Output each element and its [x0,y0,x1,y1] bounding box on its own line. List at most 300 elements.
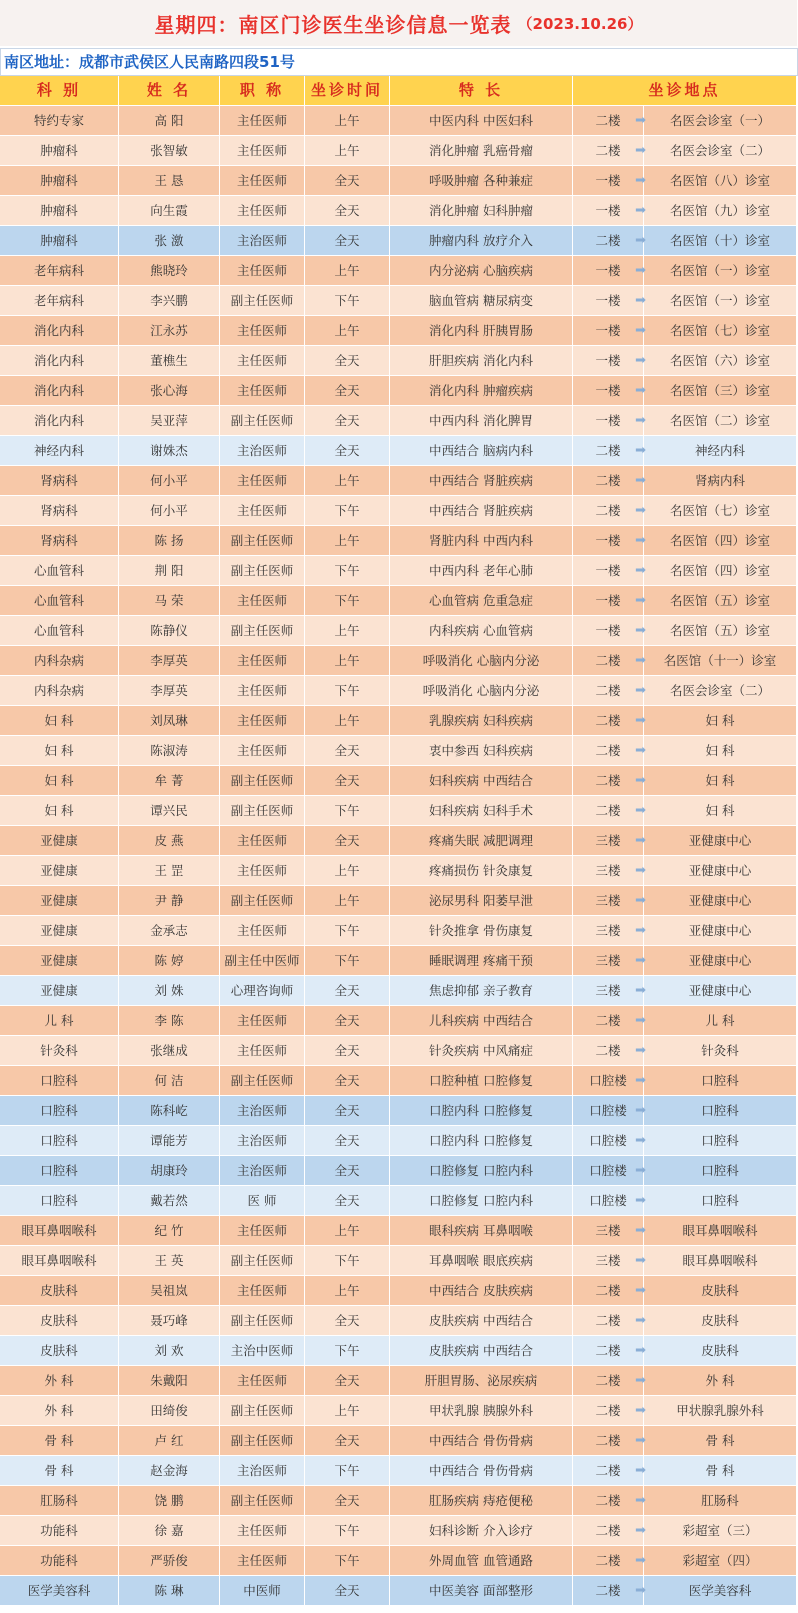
specialty-cell [390,1276,573,1306]
dept-cell-text: 医学美容科 [27,1583,91,1598]
arrow-right-icon: ➡ [635,533,646,548]
room-cell [644,1426,797,1456]
room-cell-text: 亚健康中心 [688,893,752,908]
specialty-cell [390,616,573,646]
floor-cell-text: 二楼 [595,503,621,518]
time-cell-text: 上午 [334,863,360,878]
name-cell-text: 江永苏 [150,323,188,338]
floor-cell [573,946,644,976]
specialty-cell-text: 儿科疾病 中西结合 [429,1013,533,1028]
specialty-cell-text: 乳腺疾病 妇科疾病 [429,713,533,728]
time-cell [305,436,390,466]
floor-cell [573,406,644,436]
specialty-cell [390,1186,573,1216]
dept-cell-text: 皮肤科 [40,1283,78,1298]
dept-cell [0,646,119,676]
name-cell-text: 饶 鹏 [154,1493,184,1508]
time-cell [305,1186,390,1216]
name-cell-text: 张继成 [150,1043,188,1058]
specialty-cell-text: 肿瘤内科 放疗介入 [429,233,533,248]
floor-cell-text: 一楼 [595,563,621,578]
title-cell-text: 主任医师 [236,1553,287,1568]
name-cell-text: 胡康玲 [150,1163,188,1178]
name-cell [119,316,220,346]
room-cell [644,1066,797,1096]
floor-cell-text: 二楼 [595,683,621,698]
floor-cell-text: 二楼 [595,1583,621,1598]
floor-cell [573,766,644,796]
title-cell-text: 副主任医师 [230,893,294,908]
title-cell-text: 主任医师 [236,113,287,128]
floor-cell-text: 一楼 [595,353,621,368]
specialty-cell [390,736,573,766]
floor-cell-text: 二楼 [595,233,621,248]
time-cell-text: 下午 [334,293,360,308]
title-cell [220,496,305,526]
arrow-right-icon: ➡ [635,413,646,428]
name-cell-text: 张 激 [154,233,184,248]
table-row [0,106,797,136]
floor-cell-text: 二楼 [595,713,621,728]
floor-cell [573,1276,644,1306]
table-row [0,616,797,646]
time-cell [305,826,390,856]
dept-cell [0,1516,119,1546]
name-cell-text: 刘 姝 [154,983,184,998]
time-cell [305,586,390,616]
time-cell-text: 上午 [334,533,360,548]
floor-cell [573,256,644,286]
specialty-cell [390,346,573,376]
name-cell [119,1066,220,1096]
time-cell [305,1096,390,1126]
arrow-right-icon: ➡ [635,1553,646,1568]
room-cell [644,106,797,136]
floor-cell-text: 一楼 [595,293,621,308]
floor-cell-text: 二楼 [595,1043,621,1058]
time-cell-text: 上午 [334,1283,360,1298]
dept-cell [0,676,119,706]
title-cell-text: 副主任中医师 [224,953,300,968]
room-cell-text: 针灸科 [701,1043,739,1058]
table-row [0,1036,797,1066]
room-cell-text: 口腔科 [701,1163,739,1178]
name-cell-text: 戴若然 [150,1193,188,1208]
table-row [0,346,797,376]
time-cell [305,976,390,1006]
name-cell-text: 张心海 [150,383,188,398]
room-cell-text: 骨 科 [705,1433,735,1448]
specialty-cell-text: 呼吸消化 心脑内分泌 [422,653,540,668]
dept-cell [0,496,119,526]
room-cell [644,1036,797,1066]
dept-cell-text: 口腔科 [40,1193,78,1208]
specialty-cell [390,556,573,586]
name-cell [119,946,220,976]
specialty-cell [390,1126,573,1156]
room-cell [644,706,797,736]
room-cell [644,316,797,346]
arrow-right-icon: ➡ [635,713,646,728]
title-cell-text: 副主任医师 [230,413,294,428]
arrow-right-icon: ➡ [635,593,646,608]
dept-cell-text: 外 科 [44,1403,74,1418]
name-cell [119,796,220,826]
time-cell [305,1126,390,1156]
dept-cell [0,586,119,616]
room-cell [644,1486,797,1516]
specialty-cell-text: 中西结合 肾脏疾病 [429,503,533,518]
dept-cell [0,856,119,886]
dept-cell-text: 骨 科 [44,1433,74,1448]
specialty-cell-text: 疼痛失眠 减肥调理 [429,833,533,848]
table-row [0,796,797,826]
time-cell [305,1546,390,1576]
table-row [0,1426,797,1456]
dept-cell-text: 肿瘤科 [40,143,78,158]
time-cell-text: 全天 [334,1373,360,1388]
dept-cell [0,1216,119,1246]
dept-cell [0,1036,119,1066]
room-cell-text: 妇 科 [705,803,735,818]
table-row [0,646,797,676]
dept-cell-text: 肾病科 [40,533,78,548]
room-cell-text: 名医会诊室（二） [669,143,770,158]
name-cell [119,826,220,856]
room-cell [644,1126,797,1156]
specialty-cell [390,1426,573,1456]
floor-cell [573,1366,644,1396]
specialty-cell [390,316,573,346]
time-cell-text: 下午 [334,953,360,968]
room-cell-text: 皮肤科 [701,1343,739,1358]
floor-cell [573,466,644,496]
time-cell-text: 下午 [334,503,360,518]
dept-cell [0,406,119,436]
name-cell-text: 王 英 [154,1253,184,1268]
title-cell [220,646,305,676]
name-cell-text: 陈静仪 [150,623,188,638]
time-cell [305,1456,390,1486]
room-cell-text: 名医馆（四）诊室 [669,533,770,548]
floor-cell-text: 二楼 [595,1313,621,1328]
time-cell-text: 上午 [334,893,360,908]
title-cell [220,346,305,376]
specialty-cell-text: 睡眠调理 疼痛干预 [429,953,533,968]
room-cell [644,796,797,826]
dept-cell [0,1156,119,1186]
dept-cell-text: 外 科 [44,1373,74,1388]
table-row [0,976,797,1006]
dept-cell [0,436,119,466]
title-cell-text: 主任医师 [236,173,287,188]
title-cell [220,1186,305,1216]
arrow-right-icon: ➡ [635,473,646,488]
dept-cell [0,1456,119,1486]
arrow-right-icon: ➡ [635,1313,646,1328]
title-cell-text: 副主任医师 [230,623,294,638]
dept-cell-text: 亚健康 [40,833,78,848]
room-cell-text: 名医馆（三）诊室 [669,383,770,398]
time-cell-text: 全天 [334,1163,360,1178]
title-cell [220,766,305,796]
room-cell-text: 亚健康中心 [688,983,752,998]
room-cell [644,406,797,436]
room-cell-text: 肛肠科 [701,1493,739,1508]
title-cell [220,136,305,166]
name-cell-text: 刘 欢 [154,1343,184,1358]
time-cell-text: 上午 [334,323,360,338]
arrow-right-icon: ➡ [635,893,646,908]
name-cell-text: 何小平 [150,503,188,518]
floor-cell-text: 二楼 [595,1553,621,1568]
room-cell [644,376,797,406]
room-cell-text: 骨 科 [705,1463,735,1478]
name-cell [119,1426,220,1456]
specialty-cell [390,496,573,526]
name-cell [119,766,220,796]
arrow-right-icon: ➡ [635,1433,646,1448]
room-cell [644,976,797,1006]
floor-cell-text: 三楼 [595,983,621,998]
time-cell [305,1276,390,1306]
dept-cell-text: 眼耳鼻咽喉科 [21,1223,97,1238]
name-cell [119,256,220,286]
dept-cell-text: 亚健康 [40,923,78,938]
name-cell-text: 皮 燕 [154,833,184,848]
header-location: 坐诊地点 [573,76,797,106]
time-cell-text: 全天 [334,1073,360,1088]
name-cell-text: 马 荣 [154,593,184,608]
time-cell-text: 全天 [334,203,360,218]
title-cell-text: 副主任医师 [230,1433,294,1448]
specialty-cell [390,466,573,496]
table-row [0,946,797,976]
name-cell [119,1486,220,1516]
dept-cell [0,1126,119,1156]
room-cell-text: 名医馆（五）诊室 [669,623,770,638]
dept-cell [0,1336,119,1366]
name-cell-text: 李 陈 [154,1013,184,1028]
name-cell [119,346,220,376]
room-cell-text: 名医馆（一）诊室 [669,263,770,278]
time-cell-text: 全天 [334,443,360,458]
floor-cell-text: 口腔楼 [589,1073,627,1088]
title-cell-text: 主任医师 [236,1043,287,1058]
time-cell [305,256,390,286]
header-specialty: 特 长 [390,76,573,106]
floor-cell [573,706,644,736]
arrow-right-icon: ➡ [635,1493,646,1508]
time-cell-text: 全天 [334,1313,360,1328]
specialty-cell [390,916,573,946]
dept-cell [0,1276,119,1306]
dept-cell-text: 心血管科 [33,623,84,638]
room-cell-text: 名医会诊室（一） [669,113,770,128]
specialty-cell-text: 内分泌病 心脑疾病 [429,263,533,278]
title-cell-text: 主任医师 [236,323,287,338]
name-cell [119,1546,220,1576]
table-row [0,1276,797,1306]
dept-cell-text: 口腔科 [40,1103,78,1118]
floor-cell-text: 二楼 [595,1283,621,1298]
name-cell [119,1396,220,1426]
title-cell-text: 中医师 [243,1583,281,1598]
dept-cell-text: 肿瘤科 [40,173,78,188]
time-cell-text: 下午 [334,1463,360,1478]
specialty-cell-text: 中西结合 肾脏疾病 [429,473,533,488]
arrow-right-icon: ➡ [635,143,646,158]
title-cell-text: 主任医师 [236,833,287,848]
floor-cell-text: 一楼 [595,623,621,638]
dept-cell-text: 妇 科 [44,713,74,728]
title-cell-text: 副主任医师 [230,773,294,788]
specialty-cell [390,376,573,406]
time-cell-text: 全天 [334,233,360,248]
specialty-cell [390,1036,573,1066]
arrow-right-icon: ➡ [635,983,646,998]
dept-cell [0,556,119,586]
table-row [0,1456,797,1486]
dept-cell [0,616,119,646]
dept-cell [0,466,119,496]
time-cell [305,286,390,316]
title-cell-text: 主治医师 [236,443,287,458]
floor-cell-text: 二楼 [595,443,621,458]
specialty-cell-text: 呼吸消化 心脑内分泌 [422,683,540,698]
specialty-cell [390,1486,573,1516]
dept-cell [0,1426,119,1456]
arrow-right-icon: ➡ [635,1403,646,1418]
floor-cell-text: 一楼 [595,263,621,278]
dept-cell-text: 内科杂病 [33,653,84,668]
room-cell [644,856,797,886]
time-cell [305,346,390,376]
name-cell-text: 朱戴阳 [150,1373,188,1388]
specialty-cell-text: 中西结合 皮肤疾病 [429,1283,533,1298]
arrow-right-icon: ➡ [635,1373,646,1388]
title-cell [220,1066,305,1096]
specialty-cell [390,226,573,256]
specialty-cell [390,976,573,1006]
table-row [0,736,797,766]
arrow-right-icon: ➡ [635,113,646,128]
title-cell-text: 主任医师 [236,683,287,698]
dept-cell [0,1246,119,1276]
name-cell-text: 何小平 [150,473,188,488]
room-cell-text: 名医会诊室（二） [669,683,770,698]
title-cell [220,1006,305,1036]
name-cell-text: 牟 菁 [154,773,184,788]
room-cell [644,1336,797,1366]
time-cell-text: 下午 [334,1343,360,1358]
header-name: 姓 名 [119,76,220,106]
specialty-cell-text: 皮肤疾病 中西结合 [429,1343,533,1358]
time-cell-text: 下午 [334,593,360,608]
name-cell [119,1036,220,1066]
specialty-cell [390,1216,573,1246]
name-cell [119,436,220,466]
title-cell-text: 主任医师 [236,1223,287,1238]
specialty-cell [390,1066,573,1096]
arrow-right-icon: ➡ [635,653,646,668]
title-cell [220,436,305,466]
time-cell-text: 上午 [334,653,360,668]
room-cell [644,556,797,586]
specialty-cell [390,1096,573,1126]
dept-cell-text: 亚健康 [40,983,78,998]
title-cell-text: 主治医师 [236,1163,287,1178]
table-row [0,406,797,436]
name-cell-text: 王 恳 [154,173,184,188]
time-cell-text: 下午 [334,923,360,938]
floor-cell [573,586,644,616]
arrow-right-icon: ➡ [635,1253,646,1268]
floor-cell-text: 二楼 [595,143,621,158]
time-cell [305,556,390,586]
name-cell-text: 卢 红 [154,1433,184,1448]
floor-cell [573,1006,644,1036]
dept-cell-text: 消化内科 [33,323,84,338]
floor-cell [573,1216,644,1246]
specialty-cell-text: 妇科诊断 介入诊疗 [429,1523,533,1538]
floor-cell-text: 一楼 [595,593,621,608]
arrow-right-icon: ➡ [635,443,646,458]
floor-cell-text: 二楼 [595,1373,621,1388]
name-cell [119,1576,220,1606]
floor-cell-text: 二楼 [595,653,621,668]
floor-cell [573,286,644,316]
floor-cell [573,976,644,1006]
specialty-cell [390,526,573,556]
arrow-right-icon: ➡ [635,203,646,218]
name-cell [119,676,220,706]
floor-cell [573,1456,644,1486]
room-cell-text: 外 科 [705,1373,735,1388]
dept-cell [0,1546,119,1576]
dept-cell-text: 亚健康 [40,953,78,968]
time-cell-text: 全天 [334,173,360,188]
time-cell-text: 全天 [334,1103,360,1118]
title-cell [220,796,305,826]
dept-cell [0,316,119,346]
arrow-right-icon: ➡ [635,1013,646,1028]
dept-cell [0,1006,119,1036]
time-cell [305,466,390,496]
time-cell-text: 上午 [334,113,360,128]
name-cell [119,976,220,1006]
dept-cell-text: 肛肠科 [40,1493,78,1508]
title-cell [220,886,305,916]
time-cell [305,316,390,346]
dept-cell-text: 骨 科 [44,1463,74,1478]
title-cell-text: 主任医师 [236,203,287,218]
room-cell [644,1546,797,1576]
time-cell-text: 全天 [334,1433,360,1448]
title-cell-text: 心理咨询师 [230,983,294,998]
floor-cell [573,556,644,586]
table-row [0,256,797,286]
time-cell-text: 下午 [334,563,360,578]
room-cell-text: 名医馆（八）诊室 [669,173,770,188]
time-cell-text: 全天 [334,833,360,848]
table-row [0,1096,797,1126]
specialty-cell-text: 脑血管病 糖尿病变 [429,293,533,308]
floor-cell [573,916,644,946]
table-row [0,1366,797,1396]
arrow-right-icon: ➡ [635,773,646,788]
name-cell [119,1306,220,1336]
